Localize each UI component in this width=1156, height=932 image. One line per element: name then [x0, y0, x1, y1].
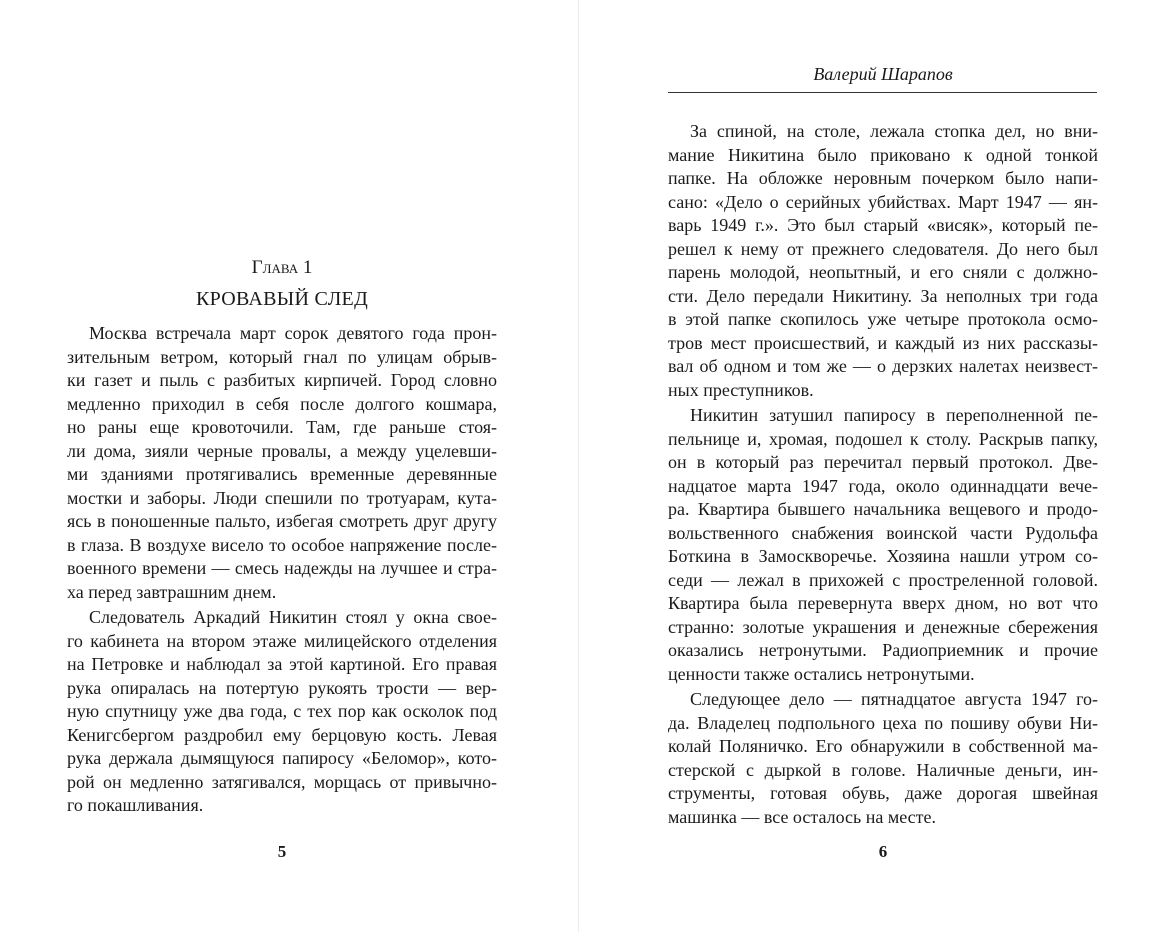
body-text	[668, 120, 1098, 831]
page-number: 5	[277, 842, 287, 861]
paragraph	[668, 404, 1098, 686]
body-text	[67, 322, 497, 820]
text-line: да. Владелец подпольного цеха по пошиву обуви Ни-	[668, 712, 1098, 733]
text-line: на Петровке и наблюдал за этой картиной. Его правая	[67, 654, 497, 674]
text-line: сти. Дело передали Никитину. За неполных три года	[668, 285, 1098, 306]
page-number: 6	[878, 842, 888, 861]
text-line: оказались нетронутыми. Радиоприемник и прочие	[668, 640, 1098, 660]
text-line: странно: золотые украшения и денежные сбережения	[668, 616, 1098, 637]
text-line: го кабинета на втором этаже милицейского отделения	[67, 630, 497, 651]
chapter-label: Глава 1	[251, 257, 313, 278]
text-line: но раны еще кровоточили. Там, где раньше стоя-	[67, 417, 497, 437]
running-head-author: Валерий Шарапов	[813, 64, 953, 84]
text-line: варь 1949 г.». Это был старый «висяк», который пе-	[668, 215, 1098, 235]
text-line: тров мест происшествий, и каждый из них рассказы-	[668, 332, 1098, 353]
paragraph	[668, 120, 1098, 402]
paragraph	[67, 322, 497, 604]
text-line: в глаза. В воздухе висело то особое напряжение после-	[67, 534, 497, 555]
text-line: Москва встречала март сорок девятого года прон-	[89, 323, 497, 343]
text-line: ных преступников.	[668, 379, 814, 400]
text-line: колай Поляничко. Его обнаружили в собственной ма-	[668, 736, 1098, 756]
text-line: Боткина в Замоскворечье. Хозяина нашли утром со-	[668, 546, 1098, 566]
text-line: рука опиралась на потертую рукоять трости — вер-	[67, 677, 497, 698]
text-line: решел к нему от прежнего следователя. До него был	[668, 238, 1098, 259]
text-line: парень молодой, неопытный, и его сняли с должно-	[668, 262, 1098, 282]
text-line: мостки и заборы. Люди спешили по тротуарам, кута-	[67, 487, 497, 508]
text-line: ясь в поношенные пальто, избегая смотреть друг другу	[67, 511, 497, 531]
text-line: вал об одном и том же — о дерзких налетах неизвест-	[668, 356, 1098, 376]
text-line: За спиной, на столе, лежала стопка дел, но вни-	[690, 121, 1098, 141]
right-page	[578, 0, 1156, 932]
paragraph	[668, 688, 1098, 829]
text-line: ли дома, зияли черные провалы, а между уцелевши-	[67, 440, 497, 461]
chapter-title: КРОВАВЫЙ СЛЕД	[195, 288, 369, 310]
text-line: ха перед завтрашним днем.	[67, 581, 277, 602]
text-line: Следователь Аркадий Никитин стоял у окна свое-	[89, 607, 497, 627]
text-line: военного времени — смесь надежды на лучшее и стра-	[67, 558, 497, 578]
text-line: ценности также остались нетронутыми.	[668, 663, 975, 684]
text-line: пельнице и, хромая, подошел к столу. Раскрыв папку,	[668, 428, 1098, 449]
text-line: стерской с дыркой в голове. Наличные деньги, ин-	[668, 759, 1098, 780]
text-line: ную спутницу уже два года, с тех пор как осколок под	[67, 701, 497, 721]
text-line: Следующее дело — пятнадцатое августа 1947 го-	[690, 689, 1098, 709]
text-line: седи — лежал в прихожей с простреленной головой.	[668, 569, 1098, 590]
text-line: вольственного снабжения воинской части Рудольфа	[668, 522, 1098, 543]
text-line: струменты, готовая обувь, даже дорогая швейная	[668, 783, 1098, 803]
text-line: Никитин затушил папиросу в переполненной пе-	[690, 405, 1098, 425]
text-line: папке. На обложке неровным почерком было напи-	[668, 168, 1098, 188]
text-line: сано: «Дело о серийных убийствах. Март 1947 — ян-	[668, 191, 1098, 212]
text-line: медленно приходил в себя после долгого кошмара,	[67, 393, 497, 414]
text-line: ми зданиями протягивались временные деревянные	[67, 464, 497, 484]
text-line: ра. Квартира бывшего начальника вещевого и продо-	[668, 499, 1098, 519]
text-line: надцатое марта 1947 года, около одиннадцати вече-	[668, 475, 1098, 496]
text-line: он в который раз перечитал первый протокол. Две-	[668, 452, 1098, 472]
text-line: зительным ветром, который гнал по улицам обрыв-	[67, 346, 497, 367]
text-line: мание Никитина было приковано к одной тонкой	[668, 144, 1098, 165]
text-line: ки газет и пыль с разбитых кирпичей. Город словно	[67, 370, 497, 390]
text-line: машинка — все осталось на месте.	[668, 806, 937, 827]
text-line: Кенигсбергом раздробил ему берцовую кость. Левая	[67, 724, 497, 745]
header-rule	[668, 92, 1097, 93]
text-line: рой он медленно затягивался, морщась от привычно-	[67, 771, 497, 792]
text-line: рука держала дымящуюся папиросу «Беломор», кото-	[67, 748, 497, 768]
text-line: Квартира была перевернута вверх дном, но вот что	[668, 593, 1098, 613]
paragraph	[67, 606, 497, 818]
text-line: в этой папке скопилось уже четыре протокола осмо-	[668, 309, 1098, 329]
text-line: го покашливания.	[67, 795, 204, 815]
